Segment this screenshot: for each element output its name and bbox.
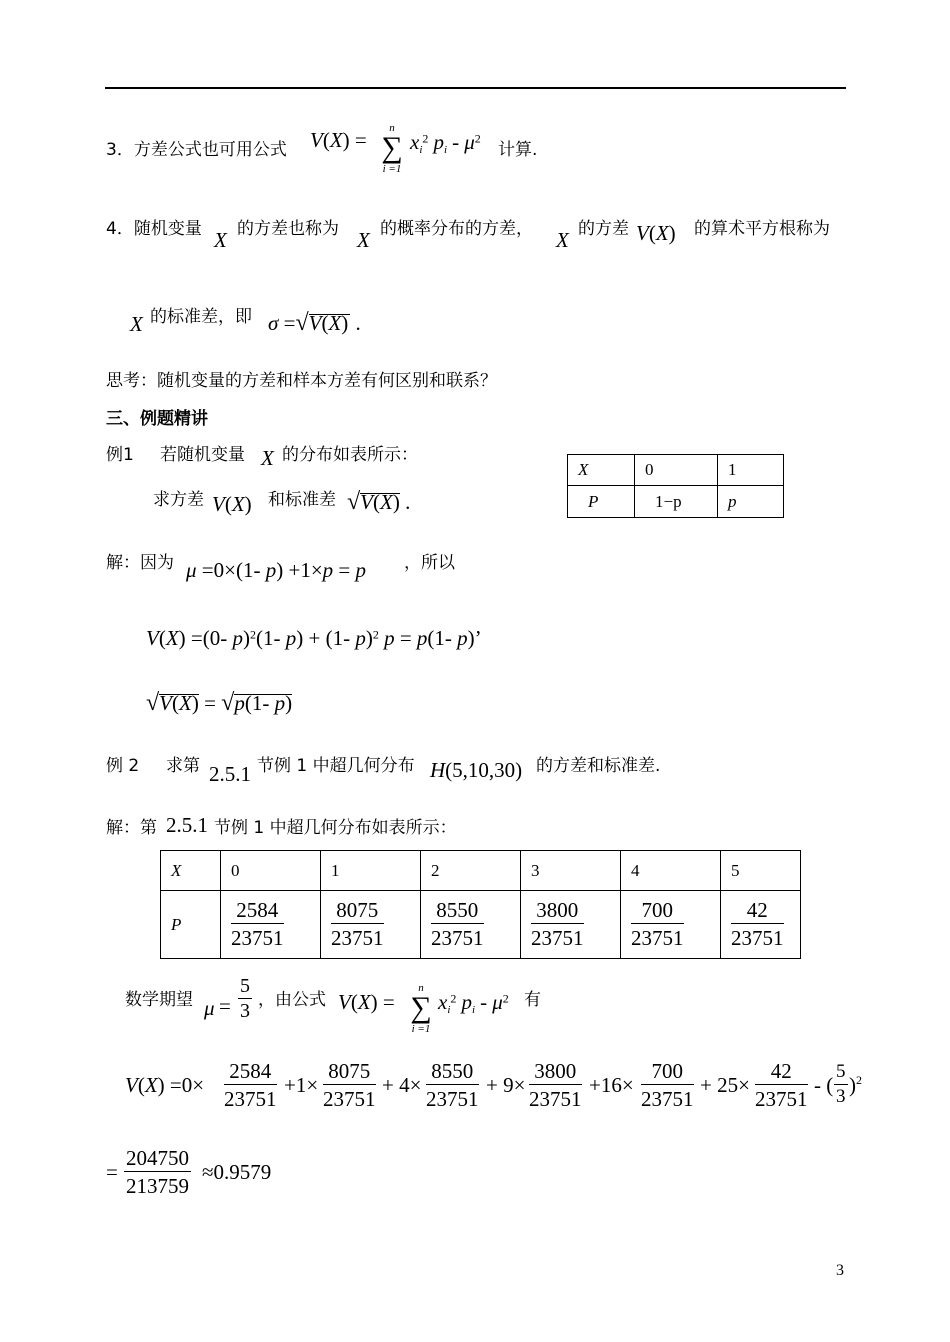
multiplier: 9 (503, 1073, 514, 1097)
prob-cell (321, 891, 421, 959)
frac-den: 23751 (641, 1087, 694, 1111)
frac-den: 23751 (731, 926, 784, 950)
item3-tail: 计算. (498, 140, 538, 160)
term-fraction (529, 1058, 582, 1113)
example1-text: 若随机变量 (160, 445, 245, 465)
mu-fraction (834, 1060, 848, 1109)
frac-num: 42 (731, 897, 784, 924)
frac-num: 204750 (126, 1146, 189, 1170)
section-ref: 2.5.1 (166, 813, 208, 837)
var-x: X (357, 228, 370, 252)
prob-cell (621, 891, 721, 959)
term-op: )$^2$ (849, 1073, 862, 1097)
example1-ask-b: 和标准差 (268, 490, 336, 510)
item4-text-f: 的标准差，即 (150, 307, 252, 327)
example1-table (567, 454, 784, 518)
frac-num: 5 (834, 1060, 848, 1085)
item4-text-d: 的方差 (578, 219, 629, 239)
term-fraction (755, 1058, 808, 1113)
multiplier: 1 (295, 1073, 307, 1097)
frac-num: 8075 (331, 897, 384, 924)
term-op: +16× (589, 1073, 634, 1097)
section-heading: 三、例题精讲 (106, 409, 208, 429)
solution2-label: 解：第 (106, 818, 157, 838)
item4-text-c: 的概率分布的方差， (380, 219, 533, 239)
table-cell: 2 (421, 851, 521, 891)
frac-num: 3800 (529, 1058, 582, 1085)
table-cell: P (568, 486, 635, 518)
term-op: + 25× (700, 1073, 750, 1097)
std-dev-formula: σ =√V(X) . (268, 310, 361, 336)
expectation-mid: ，由公式 (258, 990, 326, 1010)
example2-label: 例 2 (106, 756, 140, 776)
table-cell: X (568, 455, 635, 486)
item4-text-b: 的方差也称为 (237, 219, 339, 239)
std-sqrt: √V(X) . (347, 489, 411, 515)
frac-num: 2584 (224, 1058, 277, 1085)
frac-den: 23751 (755, 1087, 808, 1111)
table-cell: 0 (635, 455, 718, 486)
var-x: X (214, 228, 227, 252)
sum-symbol: n ∑ i =1 (381, 122, 403, 175)
frac-den: 23751 (323, 1087, 376, 1111)
mean-formula: μ =0×(1- p) +1×p = p (186, 558, 367, 582)
frac-den: 213759 (126, 1174, 189, 1198)
table-cell: 1 (718, 455, 784, 486)
result-fraction (124, 1145, 191, 1200)
example2-text-a: 求第 (166, 756, 200, 776)
table-cell: 5 (721, 851, 801, 891)
table-cell: 1 (321, 851, 421, 891)
frac-den: 23751 (631, 926, 684, 950)
frac-den: 23751 (431, 926, 484, 950)
table-cell: 4 (621, 851, 721, 891)
solution1-label: 解：因为 (106, 553, 174, 573)
solution1-so: ，所以 (404, 553, 455, 573)
table-cell: 3 (521, 851, 621, 891)
sum-term: $x_i^2$ $p_i - \mu^2$ (410, 130, 481, 157)
variance-lhs: V(X) =0× (125, 1073, 205, 1097)
sum-symbol: n ∑ i =1 (410, 982, 432, 1035)
term-op: +1× (284, 1073, 319, 1097)
item4-text-a: 4．随机变量 (106, 219, 202, 239)
frac-num: 2584 (231, 897, 284, 924)
multiplier: 4 (399, 1073, 410, 1097)
example1-ask-a: 求方差 (153, 490, 204, 510)
equals: = (219, 994, 231, 1018)
frac-num: 700 (631, 897, 684, 924)
table-cell: 0 (221, 851, 321, 891)
example2-table (160, 850, 801, 959)
prob-cell (521, 891, 621, 959)
solution2-text: 节例 1 中超几何分布如表所示： (214, 818, 457, 838)
prob-cell (721, 891, 801, 959)
expectation-tail: 有 (524, 990, 541, 1010)
result-eq: = (106, 1160, 118, 1184)
prob-cell (421, 891, 521, 959)
term-fraction (641, 1058, 694, 1113)
frac-num: 700 (641, 1058, 694, 1085)
var-x: X (130, 312, 143, 336)
term-op: - ( (814, 1073, 834, 1097)
variance-formula-1: V(X) = (310, 128, 367, 152)
frac-num: 8550 (426, 1058, 479, 1085)
var-x: X (556, 228, 569, 252)
table-cell: p (718, 486, 784, 518)
header-rule (105, 87, 846, 89)
prob-cell (221, 891, 321, 959)
term-op: + 9× (486, 1073, 526, 1097)
term-fraction (224, 1058, 277, 1113)
variance-vx: V(X) (212, 492, 252, 516)
example2-text-b: 节例 1 中超几何分布 (257, 756, 415, 776)
frac-den: 23751 (231, 926, 284, 950)
frac-num: 3800 (531, 897, 584, 924)
frac-den: 23751 (331, 926, 384, 950)
term-fraction (426, 1058, 479, 1113)
example1-text2: 的分布如表所示： (282, 445, 418, 465)
term-fraction (323, 1058, 376, 1113)
frac-den: 23751 (531, 926, 584, 950)
frac-num: 5 (240, 975, 250, 997)
mu-fraction (238, 974, 252, 1023)
mu-symbol: μ (204, 996, 215, 1020)
variance-formula-2: V(X) = (338, 990, 395, 1014)
frac-num: 8075 (323, 1058, 376, 1085)
frac-den: 23751 (529, 1087, 582, 1111)
item3-label: 3．方差公式也可用公式 (106, 140, 287, 160)
hypergeo-dist: H(5,10,30) (430, 758, 523, 782)
item4-text-e: 的算术平方根称为 (694, 219, 830, 239)
frac-num: 42 (755, 1058, 808, 1085)
frac-num: 8550 (431, 897, 484, 924)
term-op: + 4× (382, 1073, 422, 1097)
frac-den: 3 (836, 1086, 846, 1107)
frac-den: 23751 (426, 1087, 479, 1111)
section-ref: 2.5.1 (209, 762, 251, 786)
page-number: 3 (836, 1262, 844, 1279)
variance-vx: V(X) (636, 221, 676, 245)
frac-den: 23751 (224, 1087, 277, 1111)
table-cell: X (161, 851, 221, 891)
sum-term: $x_i^2$ $p_i - \mu^2$ (438, 990, 509, 1017)
variance-calc-1: V(X) =(0- p)$^2$(1- p) + (1- p)$^2$ p = p(1- p)’ (146, 626, 482, 650)
table-cell: P (161, 891, 221, 959)
think-question: 思考：随机变量的方差和样本方差有何区别和联系？ (106, 371, 497, 391)
multiplier: 0 (181, 1073, 193, 1097)
example2-text-c: 的方差和标准差. (536, 756, 661, 776)
table-cell: 1−p (635, 486, 718, 518)
frac-den: 3 (240, 1000, 250, 1022)
expectation-label: 数学期望 (125, 990, 193, 1010)
example1-label: 例1 (106, 445, 134, 465)
result-approx: ≈0.9579 (202, 1160, 272, 1184)
var-x: X (261, 446, 274, 470)
std-calc-1: √V(X) = √p(1- p) (146, 690, 293, 716)
